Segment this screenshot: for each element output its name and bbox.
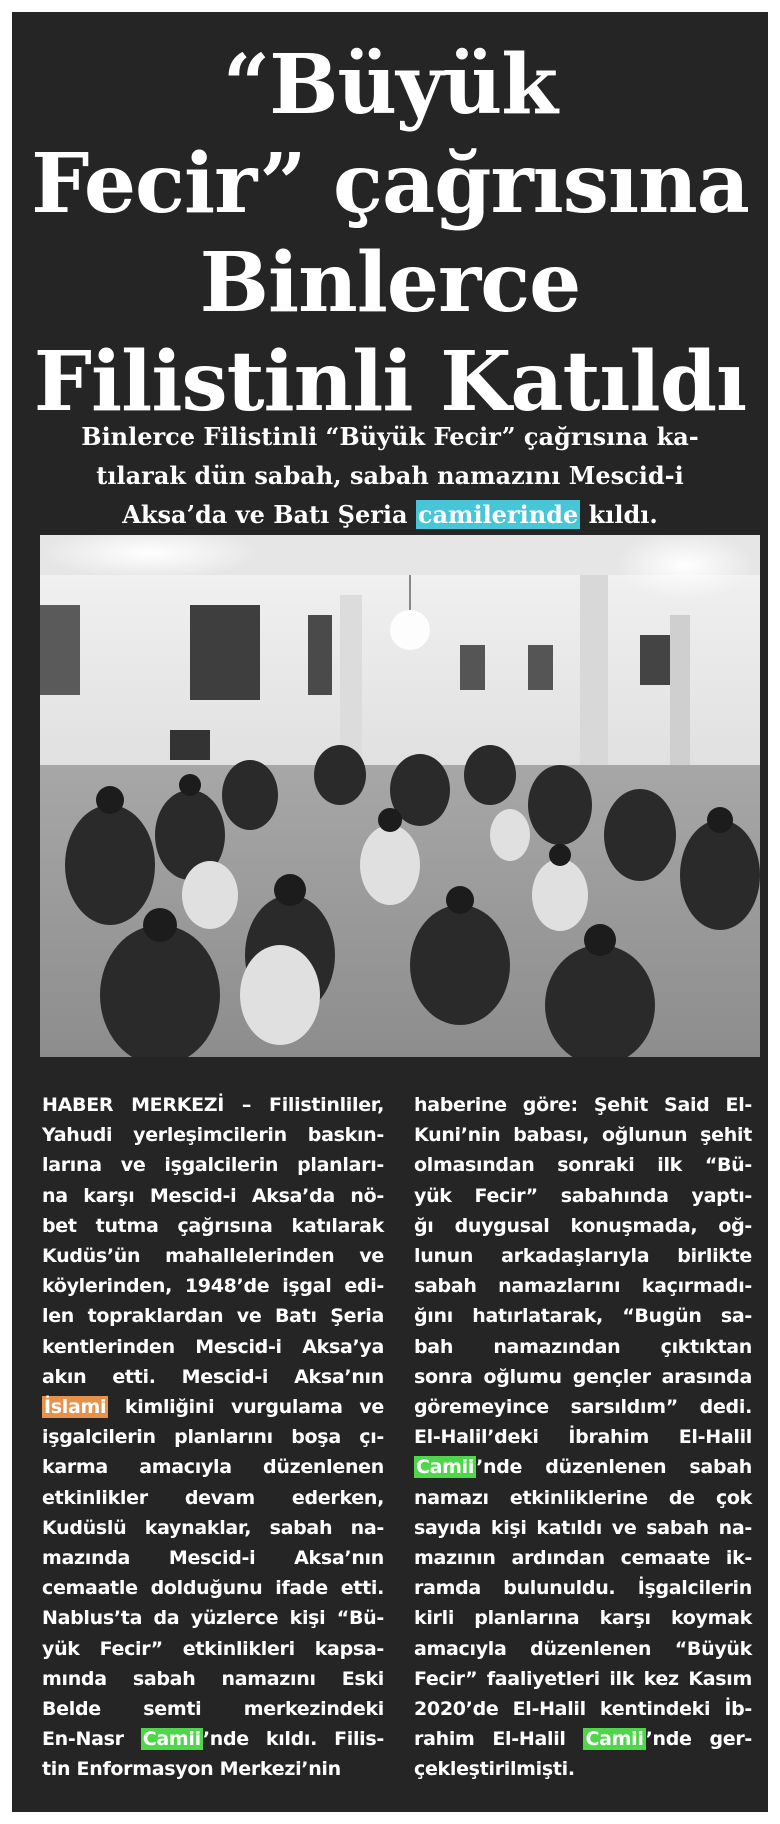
text-line: [42, 1724, 384, 1754]
highlighted-word: Camii: [142, 1728, 201, 1751]
text-line: göremeyince sarsıldım” dedi.: [414, 1396, 752, 1419]
text-line: akın etti. Mescid-i Aksa’nın: [42, 1365, 384, 1388]
text-line: yük Fecir” etkinlikleri kapsa-: [42, 1637, 384, 1660]
text-line: bah namazından çıktıktan: [414, 1335, 752, 1358]
text-line: sabah namazlarını kaçırmadı-: [414, 1275, 752, 1298]
highlighted-word: İslami: [44, 1396, 107, 1419]
text-line: etkinlikler devam ederken,: [42, 1486, 384, 1509]
highlighted-word: camilerinde: [417, 500, 579, 529]
article-column-1: [42, 1090, 384, 1785]
text-segment: Filistinliler,: [251, 1094, 384, 1116]
lead-paragraph: [28, 417, 752, 534]
text-line: 2020’de El-Halil kentindeki İb-: [414, 1698, 752, 1721]
text-line: Nablus’ta da yüzlerce kişi “Bü-: [42, 1607, 384, 1630]
headline: [12, 36, 768, 432]
text-line: mazında Mescid-i Aksa’nın: [42, 1547, 384, 1570]
text-line: kirli planlarına karşı koymak: [414, 1607, 752, 1630]
byline: HABER MERKEZİ –: [42, 1094, 252, 1116]
headline-line: Fecir” çağrısına: [31, 136, 749, 232]
highlighted-word: Camii: [585, 1728, 644, 1751]
text-line: sonra oğlumu gençler arasında: [414, 1365, 752, 1388]
text-segment: ’nde kıldı. Filis-: [202, 1728, 384, 1751]
text-line: Kudüslü kaynaklar, sabah na-: [42, 1516, 384, 1539]
text-line: çekleştirilmişti.: [414, 1758, 575, 1781]
text-line: mında sabah namazını Eski: [42, 1667, 384, 1690]
text-line: amacıyla düzenlenen “Büyük: [414, 1637, 752, 1660]
text-line: [414, 1724, 752, 1754]
headline-line: “Büyük: [222, 37, 558, 133]
text-line: lunun arkadaşlarıyla birlikte: [414, 1245, 752, 1268]
text-line: sayıda kişi katıldı ve sabah na-: [414, 1516, 752, 1539]
lead-text: Aksa’da ve Batı Şeria: [122, 500, 416, 529]
text-line: işgalcilerin planlarını boşa çı-: [42, 1426, 384, 1449]
lead-line: [28, 495, 752, 534]
text-segment: En-Nasr: [42, 1728, 141, 1751]
text-line: yük Fecir” sabahında yaptı-: [414, 1184, 752, 1207]
text-line: Kuni’nin babası, oğlunun şehit: [414, 1124, 752, 1147]
text-line: karma amacıyla düzenlenen: [42, 1456, 384, 1479]
headline-line: Binlerce: [199, 235, 581, 331]
text-line: Kudüs’ün mahallelerinden ve: [42, 1245, 384, 1268]
article-column-2: [414, 1090, 752, 1785]
mosque-prayer-photo: [40, 535, 760, 1057]
headline-line: Filistinli Katıldı: [33, 334, 747, 430]
text-line: ğını hatırlatarak, “Bugün sa-: [414, 1305, 752, 1328]
text-line: ramda bulunuldu. İşgalcilerin: [414, 1577, 752, 1600]
text-line: bet tutma çağrısına katılarak: [42, 1214, 384, 1237]
text-line: cemaatle dolduğunu ifade etti.: [42, 1577, 384, 1600]
text-line: [42, 1090, 384, 1120]
text-line: El-Halil’deki İbrahim El-Halil: [414, 1426, 752, 1449]
text-segment: ’nde ger-: [645, 1728, 753, 1751]
lead-line: tılarak dün sabah, sabah namazını Mescid-i: [96, 461, 684, 490]
text-line: olmasından sonraki ilk “Bü-: [414, 1154, 752, 1177]
text-line: namazı etkinliklerine de çok: [414, 1486, 752, 1509]
text-line: [42, 1392, 384, 1422]
text-line: ğı duygusal konuşmada, oğ-: [414, 1214, 752, 1237]
text-line: na karşı Mescid-i Aksa’da nö-: [42, 1184, 384, 1207]
text-segment: kimliğini vurgulama ve: [108, 1396, 384, 1419]
text-line: köylerinden, 1948’de işgal edi-: [42, 1275, 384, 1298]
text-line: tin Enformasyon Merkezi’nin: [42, 1758, 341, 1781]
text-line: kentlerinden Mescid-i Aksa’ya: [42, 1335, 384, 1358]
text-line: mazının ardından cemaate ik-: [414, 1547, 752, 1570]
text-line: len topraklardan ve Batı Şeria: [42, 1305, 384, 1328]
text-line: Fecir” faaliyetleri ilk kez Kasım: [414, 1667, 752, 1690]
lead-text: kıldı.: [580, 500, 658, 529]
text-line: [414, 1452, 752, 1482]
text-segment: ’nde düzenlenen sabah: [476, 1456, 752, 1479]
text-segment: rahim El-Halil: [414, 1728, 584, 1751]
text-line: larına ve işgalcilerin planları-: [42, 1154, 384, 1177]
newspaper-clipping: [12, 12, 768, 1812]
highlighted-word: Camii: [416, 1456, 475, 1479]
lead-line: Binlerce Filistinli “Büyük Fecir” çağrısına ka-: [81, 422, 699, 451]
text-line: haberine göre: Şehit Said El-: [414, 1094, 752, 1116]
text-line: Yahudi yerleşimcilerin baskın-: [42, 1124, 384, 1147]
text-line: Belde semti merkezindeki: [42, 1698, 384, 1721]
